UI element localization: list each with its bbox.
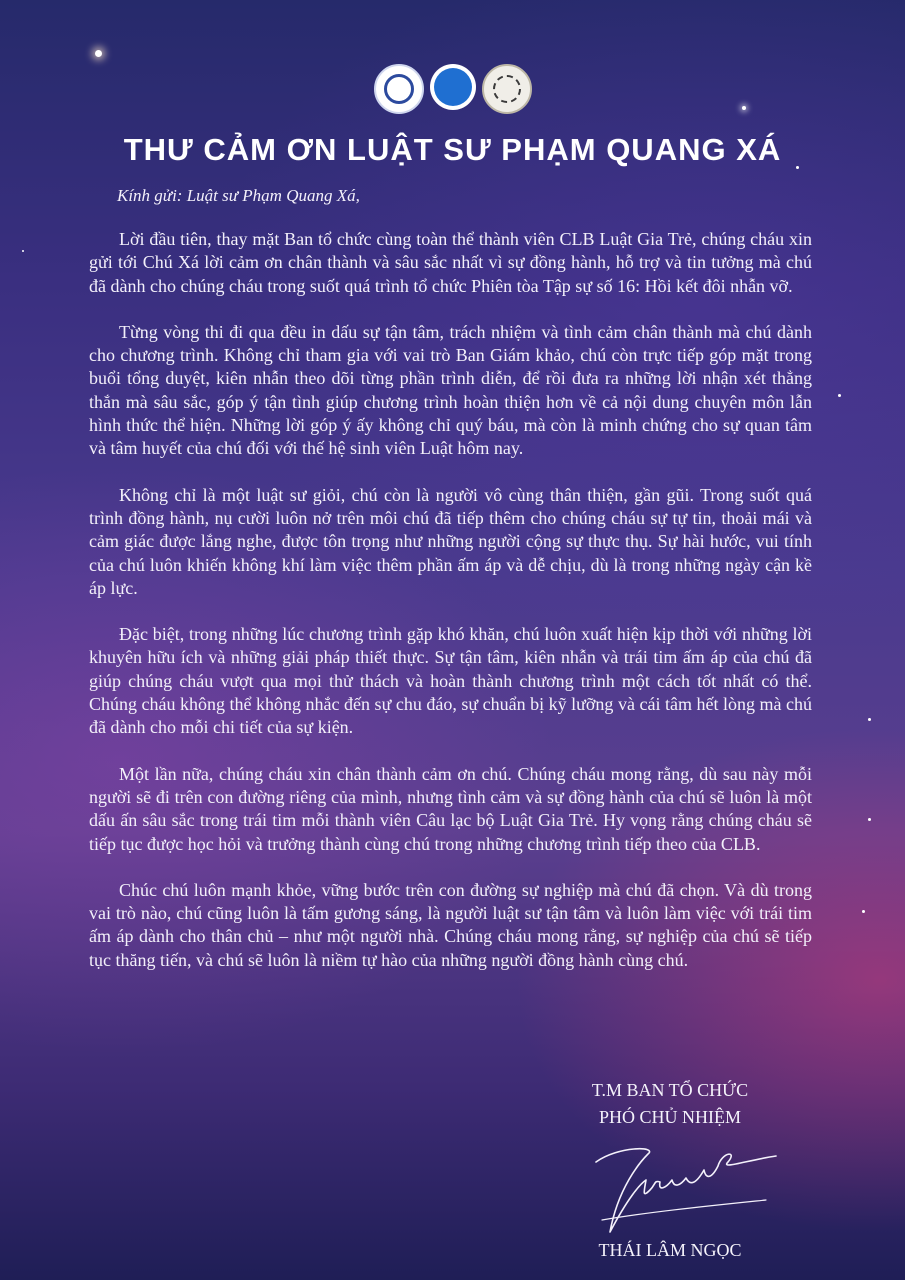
- letter-body: [89, 228, 812, 995]
- signature-image: [588, 1140, 783, 1240]
- paragraph: Đặc biệt, trong những lúc chương trình gặp khó khăn, chú luôn xuất hiện kịp thời với những lời khuyên hữu ích và những giải pháp thiết thực. Sự tận tâm, kiên nhẫn và trái tim ấm áp của chú đã giúp chúng cháu vượt qua mọi thử thách và hoàn thành chương trình một cách tốt nhất có thể. Chúng cháu không thể không nhắc đến sự chu đáo, sự chuẩn bị kỹ lưỡng và cái tâm hết lòng mà chú đã dành cho mỗi chi tiết của sự kiện.: [89, 624, 812, 738]
- signoff-position: PHÓ CHỦ NHIỆM: [598, 1107, 741, 1127]
- star-decoration: [862, 910, 865, 913]
- star-decoration: [838, 394, 841, 397]
- greeting: Kính gửi: Luật sư Phạm Quang Xá,: [117, 186, 360, 205]
- paragraph: Lời đầu tiên, thay mặt Ban tổ chức cùng toàn thể thành viên CLB Luật Gia Trẻ, chúng cháu xin gửi tới Chú Xá lời cảm ơn chân thành và sâu sắc nhất vì sự đồng hành, hỗ trợ và tin tưởng mà chú đã dành cho chúng cháu trong suốt quá trình tổ chức Phiên tòa Tập sự số 16: Hồi kết đôi nhẫn vỡ.: [89, 229, 812, 296]
- star-decoration: [95, 50, 102, 57]
- star-decoration: [22, 250, 24, 252]
- paragraph: Chúc chú luôn mạnh khỏe, vững bước trên con đường sự nghiệp mà chú đã chọn. Và dù trong vai trò nào, chú cũng luôn là tấm gương sáng, là người luật sư tận tâm và luôn làm việc với trái tim ấm áp dành cho thân chủ – như một người nhà. Chúng cháu mong rằng, sự nghiệp của chú sẽ tiếp tục thăng tiến, và chú sẽ luôn là niềm tự hào của những người đồng hành cùng chú.: [89, 879, 812, 970]
- student-association-logo: [430, 64, 476, 110]
- paragraph: Không chỉ là một luật sư giỏi, chú còn là người vô cùng thân thiện, gần gũi. Trong suốt quá trình đồng hành, nụ cười luôn nở trên môi chú đã tiếp thêm cho chúng cháu sự tự tin, thoải mái và cảm giác được lắng nghe, được tôn trọng như những người cộng sự thực thụ. Sự hài hước, vui tính của chú luôn khiến không khí làm việc thêm phần ấm áp và dễ chịu, dù là trong những ngày cận kề áp lực.: [89, 484, 812, 598]
- star-decoration: [868, 818, 871, 821]
- signoff-organization: T.M BAN TỔ CHỨC: [591, 1080, 749, 1100]
- paragraph: Một lần nữa, chúng cháu xin chân thành cảm ơn chú. Chúng cháu mong rằng, dù sau này mỗi người sẽ đi trên con đường riêng của mình, nhưng tình cảm và sự đồng hành của chú sẽ luôn là một dấu ấn sâu sắc trong trái tim mỗi thành viên Câu lạc bộ Luật Gia Trẻ. Hy vọng rằng chúng cháu sẽ tiếp tục được học hỏi và trưởng thành cùng chú trong những chương trình tiếp theo của CLB.: [89, 763, 812, 854]
- letter-title: THƯ CẢM ƠN LUẬT SƯ PHẠM QUANG XÁ: [123, 132, 782, 167]
- paragraph: Từng vòng thi đi qua đều in dấu sự tận tâm, trách nhiệm và tình cảm chân thành mà chú dành cho chương trình. Không chỉ tham gia với vai trò Ban Giám khảo, chú còn trực tiếp góp mặt trong buổi tổng duyệt, kiên nhẫn theo dõi từng phần trình diễn, để rồi đưa ra những lời nhận xét thẳng thắn mà sâu sắc, góp ý tận tình giúp chương trình hoàn thiện hơn về cả nội dung chuyên môn lẫn hình thức thể hiện. Những lời góp ý ấy không chỉ quý báu, mà còn là minh chứng cho sự quan tâm và tâm huyết của chú đối với thế hệ sinh viên Luật hôm nay.: [89, 321, 812, 459]
- lawyer-seal-logo: [482, 64, 532, 114]
- signer-name: THÁI LÂM NGỌC: [598, 1240, 742, 1260]
- law-school-logo: [374, 64, 424, 114]
- logo-row: [0, 64, 905, 114]
- star-decoration: [868, 718, 871, 721]
